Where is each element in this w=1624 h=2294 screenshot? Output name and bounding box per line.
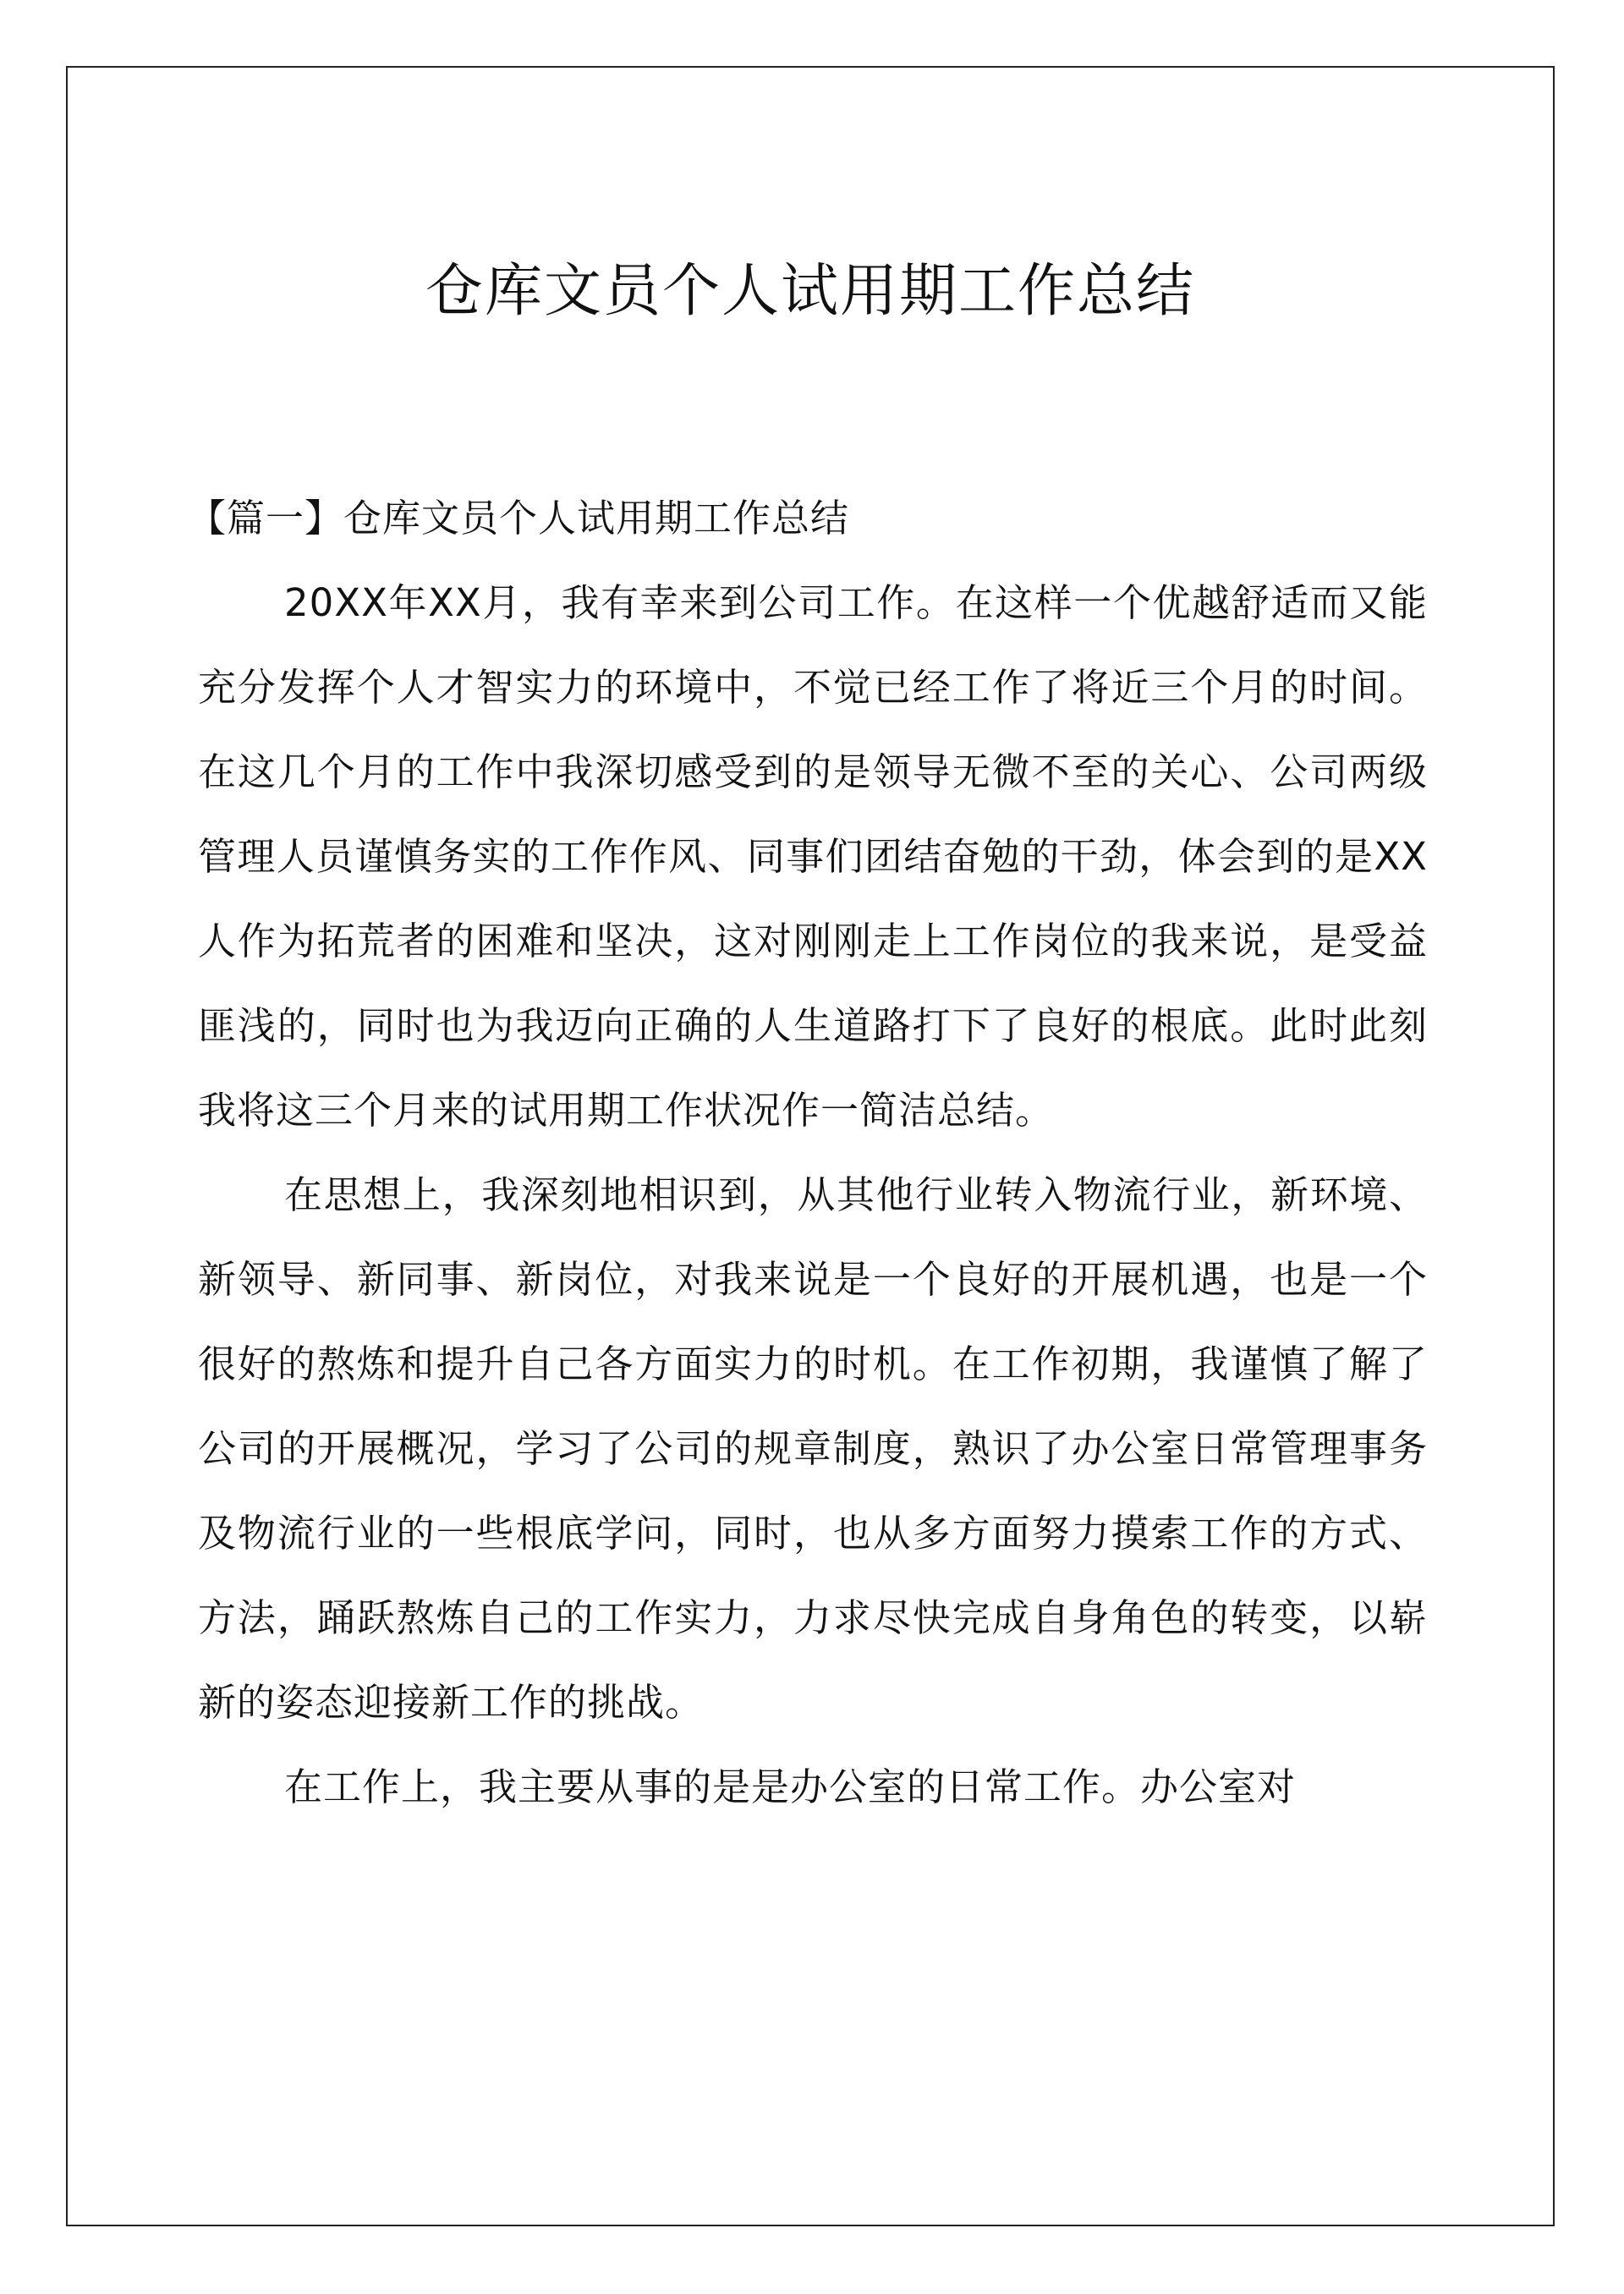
- paragraph-intro: 20XX年XX月，我有幸来到公司工作。在这样一个优越舒适而又能充分发挥个人才智实力的环境中，不觉已经工作了将近三个月的时间。在这几个月的工作中我深切感受到的是领导无微不至的关心、公司两级管理人员谨慎务实的工作作风、同事们团结奋勉的干劲，体会到的是XX人作为拓荒者的困难和坚决，这对刚刚走上工作岗位的我来说，是受益匪浅的，同时也为我迈向正确的人生道路打下了良好的根底。此时此刻我将这三个月来的试用期工作状况作一简洁总结。: [198, 580, 1428, 1133]
- document-body: [188, 476, 1428, 1830]
- document-title: 仓库文员个人试用期工作总结: [425, 258, 1195, 325]
- paragraph-thinking: 在思想上，我深刻地相识到，从其他行业转入物流行业，新环境、新领导、新同事、新岗位，对我来说是一个良好的开展机遇，也是一个很好的熬炼和提升自己各方面实力的时机。在工作初期，我谨慎了解了公司的开展概况，学习了公司的规章制度，熟识了办公室日常管理事务及物流行业的一些根底学问，同时，也从多方面努力摸索工作的方式、方法，踊跃熬炼自己的工作实力，力求尽快完成自身角色的转变，以崭新的姿态迎接新工作的挑战。: [198, 1172, 1428, 1725]
- paragraph-work: 在工作上，我主要从事的是是办公室的日常工作。办公室对: [284, 1764, 1297, 1809]
- section-heading: 【篇一】仓库文员个人试用期工作总结: [188, 496, 850, 541]
